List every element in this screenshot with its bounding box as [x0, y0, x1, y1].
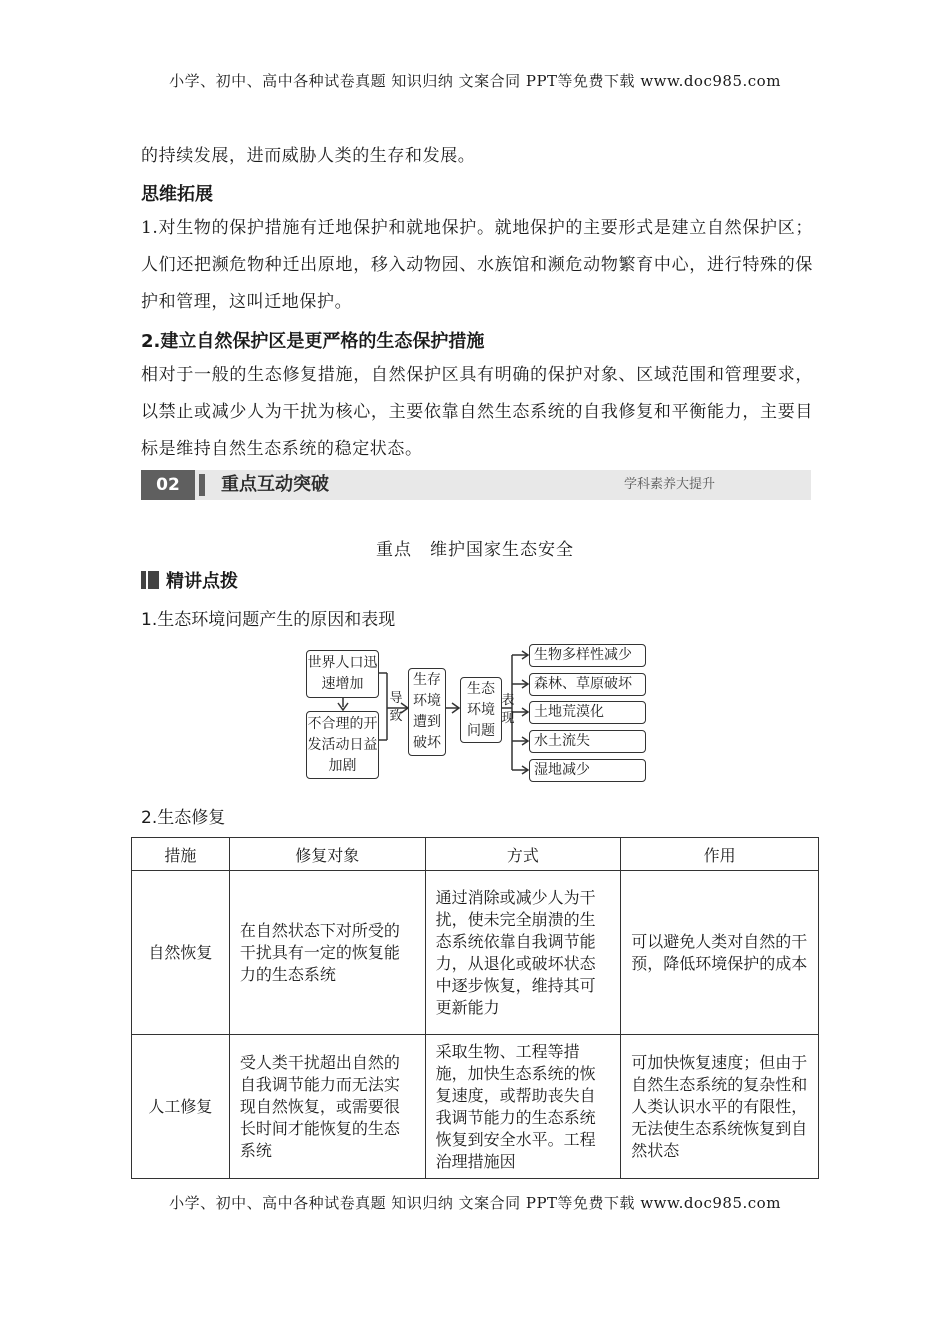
section-banner	[141, 470, 811, 500]
table-cell-measure: 自然恢复	[132, 871, 230, 1035]
effect-box-4: 水土流失	[529, 730, 646, 753]
thinking-title: 思维拓展	[141, 184, 213, 205]
table-header-cell: 作用	[621, 838, 819, 871]
banner-subtitle: 学科素养大提升	[623, 477, 715, 492]
banner-number: 02	[141, 470, 195, 500]
table-cell-target: 受人类干扰超出自然的自我调节能力而无法实现自然恢复，或需要很长时间才能恢复的生态系统	[229, 1035, 425, 1179]
effect-box-5: 湿地减少	[529, 759, 646, 782]
cause-activity-box: 不合理的开发活动日益加剧	[306, 711, 379, 779]
show-label: 表现	[501, 693, 515, 726]
table-cell-measure: 人工修复	[132, 1035, 230, 1179]
banner-divider	[199, 474, 205, 496]
table-header-cell: 措施	[132, 838, 230, 871]
thinking-heading-2: 2.建立自然保护区是更严格的生态保护措施	[141, 331, 485, 352]
effect-box-3: 土地荒漠化	[529, 701, 646, 724]
thinking-paragraph-1: 1.对生物的保护措施有迁地保护和就地保护。就地保护的主要形式是建立自然保护区；人们还把濒危物种迁出原地，移入动物园、水族馆和濒危动物繁育中心，进行特殊的保护和管理，这叫迁地保护。	[141, 218, 813, 312]
table-row	[132, 871, 819, 1035]
section-title: 精讲点拨	[166, 571, 238, 592]
table-cell-effect: 可加快恢复速度；但由于自然生态系统的复杂性和人类认识水平的有限性，无法使生态系统恢复到自然状态	[621, 1035, 819, 1179]
intro-continuation: 的持续发展，进而威胁人类的生存和发展。	[141, 146, 476, 166]
subtitle-causes: 1.生态环境问题产生的原因和表现	[141, 610, 396, 630]
table-cell-method: 通过消除或减少人为干扰，使未完全崩溃的生态系统依靠自我调节能力，从退化或破坏状态中逐步恢复，维持其可更新能力	[425, 871, 621, 1035]
lead-label: 导致	[389, 691, 403, 724]
eco-problem-box: 生态环境问题	[460, 677, 502, 743]
section-marker-icon	[141, 571, 159, 589]
page-footer: 小学、初中、高中各种试卷真题 知识归纳 文案合同 PPT等免费下载 www.doc985.com	[169, 1194, 781, 1212]
table-cell-effect: 可以避免人类对自然的干预，降低环境保护的成本	[621, 871, 819, 1035]
effect-box-1: 生物多样性减少	[529, 644, 646, 667]
table-header-row	[132, 838, 819, 871]
environment-damage-box: 生存环境遭到破坏	[408, 668, 446, 756]
table-cell-target: 在自然状态下对所受的干扰具有一定的恢复能力的生态系统	[229, 871, 425, 1035]
effect-box-2: 森林、草原破坏	[529, 673, 646, 696]
table-cell-method: 采取生物、工程等措施，加快生态系统的恢复速度，或帮助丧失自我调节能力的生态系统恢复到安全水平。工程治理措施因	[425, 1035, 621, 1179]
banner-title: 重点互动突破	[221, 474, 329, 495]
key-point-title: 重点 维护国家生态安全	[376, 540, 574, 560]
subtitle-repair: 2.生态修复	[141, 808, 226, 828]
table-row	[132, 1035, 819, 1179]
thinking-paragraph-2: 相对于一般的生态修复措施，自然保护区具有明确的保护对象、区域范围和管理要求，以禁止或减少人为干扰为核心，主要依靠自然生态系统的自我修复和平衡能力，主要目标是维持自然生态系统的稳定状态。	[141, 365, 813, 459]
page-header: 小学、初中、高中各种试卷真题 知识归纳 文案合同 PPT等免费下载 www.doc985.com	[169, 72, 781, 90]
table-header-cell: 修复对象	[229, 838, 425, 871]
cause-population-box: 世界人口迅速增加	[306, 650, 379, 698]
repair-table	[131, 837, 819, 1179]
table-header-cell: 方式	[425, 838, 621, 871]
